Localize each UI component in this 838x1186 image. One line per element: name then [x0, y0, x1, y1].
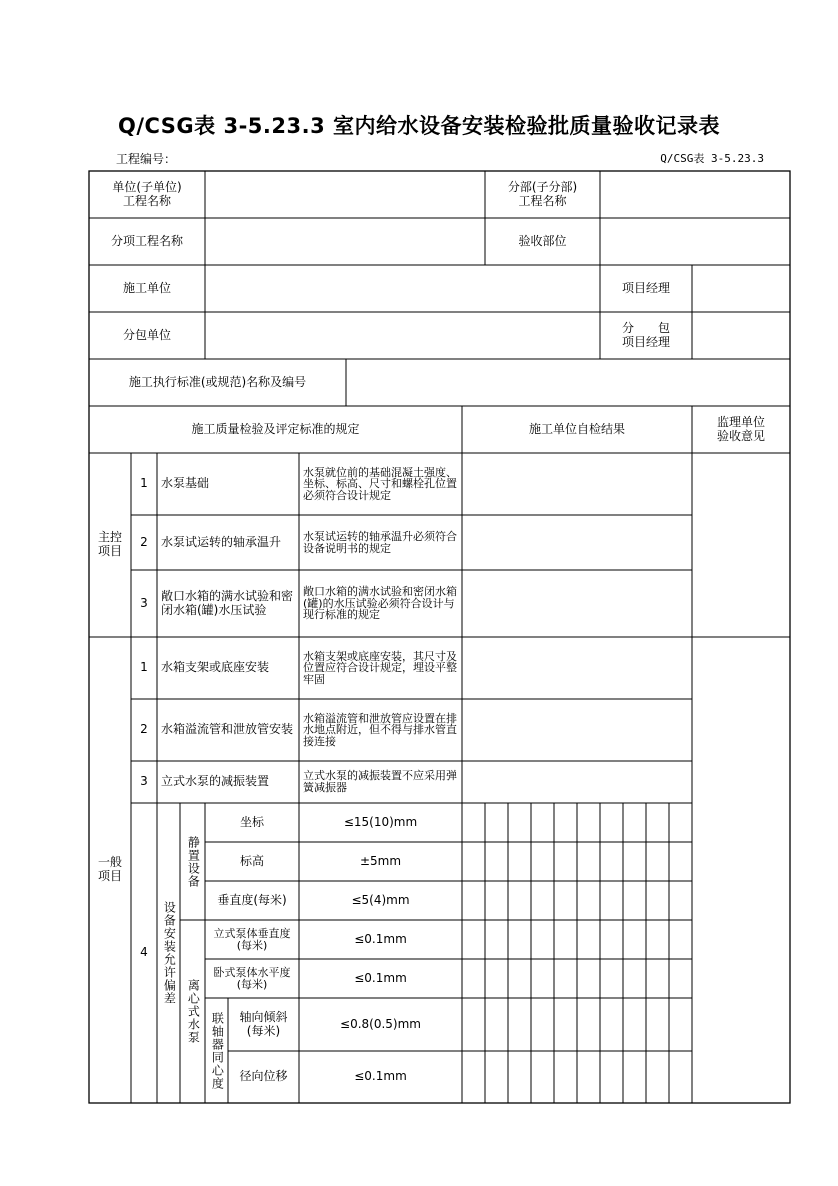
deviation-row-name: 轴向倾斜 (每米) [239, 1009, 288, 1038]
column-self-check: 施工单位自检结果 [528, 421, 625, 436]
main-item-rule: 敞口水箱的满水试验和密闭水箱(罐)的水压试验必须符合设计与现行标准的规定 [303, 585, 457, 622]
deviation-row-value: ≤15(10)mm [343, 814, 418, 829]
page-title: Q/CSG表 3-5.23.3 室内给水设备安装检验批质量验收记录表 [117, 114, 721, 138]
general-item-rule: 水箱溢流管和泄放管应设置在排水地点附近，但不得与排水管直接连接 [303, 711, 457, 748]
form-code: Q/CSG表 3-5.23.3 [660, 152, 764, 165]
label-acceptance-part: 验收部位 [518, 233, 567, 248]
main-item-rule: 水泵就位前的基础混凝土强度、坐标、标高、尺寸和螺栓孔位置必须符合设计规定 [303, 465, 457, 502]
general-item-rule: 水箱支架或底座安装，其尺寸及位置应符合设计规定，埋设平整牢固 [303, 649, 457, 686]
general-item-no: 3 [140, 774, 148, 789]
label-subdivision-name: 分部(子分部) 工程名称 [507, 179, 578, 208]
deviation-row-name: 标高 [239, 853, 264, 868]
general-item-name: 立式水泵的减振装置 [161, 774, 270, 789]
main-item-no: 1 [140, 476, 148, 491]
main-item-no: 2 [140, 534, 148, 549]
general-item-no: 4 [140, 945, 148, 960]
general-item-name: 水箱溢流管和泄放管安装 [161, 722, 294, 737]
item4-group-label: 设备安装允许偏差 [162, 901, 177, 1005]
label-unit-name: 单位(子单位) 工程名称 [112, 179, 182, 208]
deviation-row-value: ≤0.1mm [354, 970, 407, 985]
main-item-no: 3 [140, 595, 148, 610]
label-item-project-name: 分项工程名称 [110, 233, 183, 248]
project-number-label: 工程编号： [116, 152, 177, 166]
deviation-row-value: ±5mm [359, 853, 402, 868]
column-spec: 施工质量检验及评定标准的规定 [191, 421, 360, 436]
deviation-row-name: 立式泵体垂直度(每米) [213, 926, 291, 952]
general-item-no: 1 [140, 660, 148, 675]
main-item-name: 水泵基础 [161, 476, 210, 491]
deviation-row-name: 垂直度(每米) [217, 892, 287, 907]
main-item-name: 敞口水箱的满水试验和密闭水箱(罐)水压试验 [161, 588, 294, 617]
deviation-row-value: ≤0.1mm [354, 1069, 407, 1084]
label-subcontract-unit: 分包单位 [122, 327, 171, 342]
deviation-row-name: 径向位移 [239, 1069, 288, 1084]
label-standard-name: 施工执行标准(或规范)名称及编号 [128, 374, 307, 389]
label-project-manager: 项目经理 [621, 280, 670, 295]
general-item-name: 水箱支架或底座安装 [161, 660, 270, 675]
column-supervision: 监理单位 验收意见 [716, 414, 765, 443]
label-construction-unit: 施工单位 [122, 280, 171, 295]
general-item-rule: 立式水泵的减振装置不应采用弹簧减振器 [303, 769, 457, 794]
item4-centrifugal-group: 离心式水泵 [186, 979, 201, 1044]
deviation-row-name: 坐标 [239, 814, 264, 829]
label-subcontract-manager: 分 包 项目经理 [621, 320, 670, 349]
item4-coupling-group: 联轴器同心度 [210, 1011, 225, 1090]
deviation-row-value: ≤0.1mm [354, 931, 407, 946]
deviation-row-name: 卧式泵体水平度(每米) [213, 965, 291, 991]
general-label: 一般 项目 [97, 855, 122, 883]
general-item-no: 2 [140, 722, 148, 737]
main-control-label: 主控 项目 [97, 530, 122, 558]
main-item-name: 水泵试运转的轴承温升 [161, 534, 282, 549]
main-item-rule: 水泵试运转的轴承温升必须符合设备说明书的规定 [303, 529, 457, 555]
item4-static-group: 静置设备 [186, 835, 201, 888]
deviation-row-value: ≤5(4)mm [351, 892, 410, 907]
deviation-row-value: ≤0.8(0.5)mm [340, 1016, 421, 1031]
